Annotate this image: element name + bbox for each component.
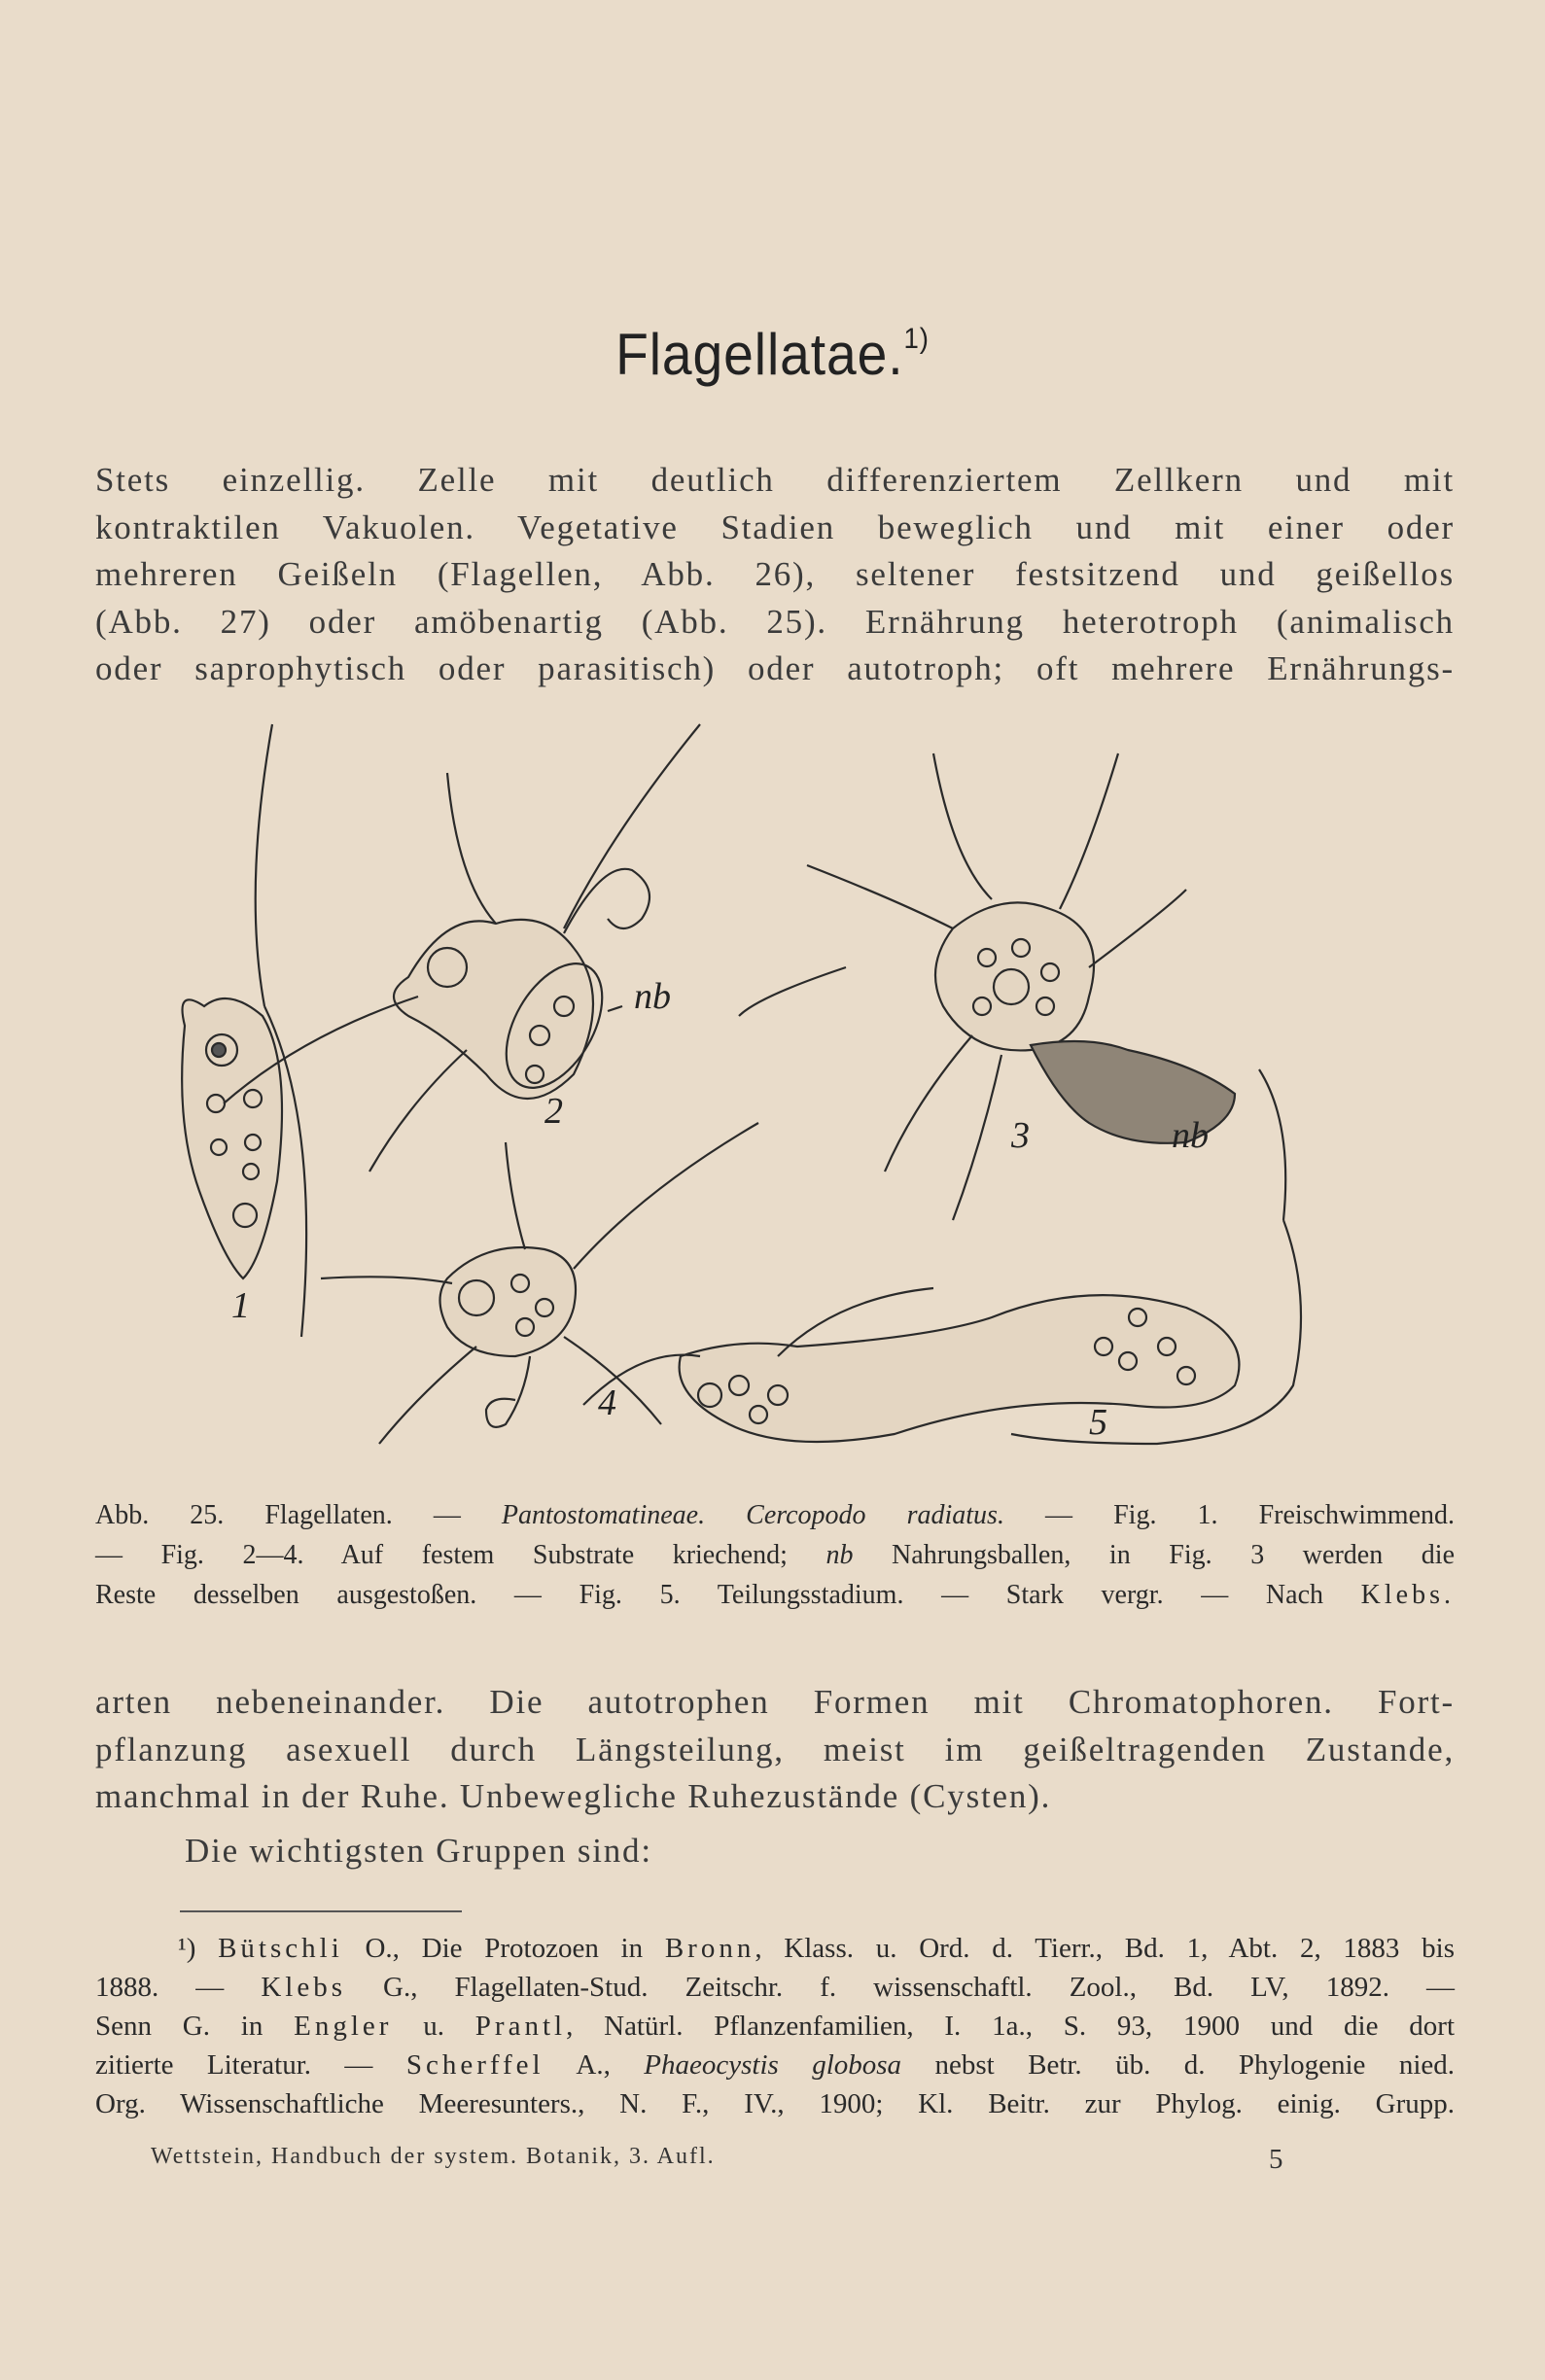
fn-text: , Klass. u. Ord. d. Tierr., Bd. 1, Abt. 2, 1883 bis: [755, 1933, 1455, 1964]
figure-label-1: 1: [231, 1285, 250, 1326]
caption-line: [95, 1575, 1455, 1615]
intro-line: (Abb. 27) oder amöbenartig (Abb. 25). Ernährung heterotroph (animalisch: [95, 602, 1455, 641]
intro-line: mehreren Geißeln (Flagellen, Abb. 26), seltener festsitzend und geißellos: [95, 555, 1455, 593]
intro-line: oder saprophytisch oder parasitisch) oder autotroph; oft mehrere Ernährungs-: [95, 649, 1455, 687]
intro-paragraph: [95, 457, 1455, 693]
intro-line: Stets einzellig. Zelle mit deutlich differenziertem Zellkern und mit: [95, 461, 1455, 499]
fn-author: Prantl: [474, 2011, 567, 2042]
body-line: manchmal in der Ruhe. Unbewegliche Ruhezustände (Cysten).: [95, 1777, 1052, 1815]
fn-author: Scherffel: [405, 2049, 544, 2081]
fn-text: nebst Betr. üb. d. Phylogenie nied.: [901, 2049, 1456, 2081]
fn-author: Bronn: [664, 1933, 755, 1964]
fn-text: O., Die Protozoen in: [342, 1933, 665, 1964]
fn-author: Engler: [294, 2011, 393, 2042]
cell-body-1: [182, 998, 282, 1278]
footnote-line: [95, 2046, 1455, 2084]
figure-label-5: 5: [1089, 1402, 1107, 1443]
page-number: 5: [1269, 2144, 1283, 2175]
fn-text: A.,: [544, 2049, 645, 2081]
footnote-divider: [180, 1910, 462, 1912]
figure-label-nb: nb: [1172, 1115, 1209, 1156]
body-line: pflanzung asexuell durch Längsteilung, meist im geißeltragenden Zustande,: [95, 1730, 1455, 1768]
figure-label-2: 2: [544, 1091, 563, 1132]
figure-label-4: 4: [598, 1382, 616, 1423]
fn-text: Senn G. in: [95, 2011, 295, 2042]
fn-text: zitierte Literatur. —: [95, 2049, 406, 2081]
figure-label-nb: nb: [634, 976, 671, 1017]
footnote: [95, 1929, 1455, 2123]
fn-author: Klebs: [261, 1972, 347, 2003]
footnote-line: [95, 1968, 1455, 2007]
caption-text: — Fig. 1. Freischwimmend.: [1003, 1500, 1456, 1530]
groups-line: Die wichtigsten Gruppen sind:: [185, 1832, 652, 1870]
footnote-line: [95, 2007, 1455, 2046]
fn-text: ¹): [178, 1933, 219, 1964]
figure-caption: [95, 1495, 1455, 1615]
caption-text: Abb. 25. Flagellaten. —: [95, 1500, 502, 1530]
title-footnote-marker: 1): [903, 323, 930, 355]
fn-text: u.: [392, 2011, 475, 2042]
fn-text: , Natürl. Pflanzenfamilien, I. 1a., S. 93, 1900 und die dort: [566, 2011, 1455, 2042]
caption-text: — Fig. 2—4. Auf festem Substrate kriechend;: [95, 1540, 826, 1570]
caption-line: [95, 1535, 1455, 1575]
caption-text: Reste desselben ausgestoßen. — Fig. 5. Teilungsstadium. — Stark vergr. — Nach: [95, 1580, 1361, 1610]
groups-intro: [185, 1828, 1352, 1875]
cell-body-2: [394, 920, 593, 1099]
fn-text: G., Flagellaten-Stud. Zeitschr. f. wissenschaftl. Zool., Bd. LV, 1892. —: [346, 1972, 1455, 2003]
intro-line: kontraktilen Vakuolen. Vegetative Stadien beweglich und mit einer oder: [95, 508, 1455, 546]
continued-paragraph: [95, 1679, 1455, 1821]
cell-body-3: [935, 902, 1094, 1050]
caption-line: [95, 1495, 1455, 1535]
fn-species: Phaeocystis globosa: [644, 2049, 902, 2081]
flagellate-figure: [156, 715, 1390, 1483]
caption-species: Pantostomatineae. Cercopodo radiatus.: [501, 1500, 1004, 1530]
fn-text: 1888. —: [95, 1972, 262, 2003]
cell-body-5: [680, 1295, 1240, 1442]
title-text: Flagellatae.: [615, 322, 904, 387]
flagellate-illustration: [156, 715, 1390, 1483]
caption-text: Nahrungsballen, in Fig. 3 werden die: [853, 1540, 1456, 1570]
page-title: [62, 321, 1484, 388]
figure-label-3: 3: [1011, 1115, 1030, 1156]
fn-author: Bütschli: [218, 1933, 343, 1964]
caption-abbrev: nb: [825, 1540, 854, 1570]
caption-author: Klebs.: [1360, 1580, 1455, 1610]
footnote-line: [95, 1929, 1455, 1968]
running-footer: Wettstein, Handbuch der system. Botanik, 3. Aufl.: [151, 2144, 716, 2169]
flagellum-line: [256, 724, 272, 1006]
footnote-line: Org. Wissenschaftliche Meeresunters., N. F., IV., 1900; Kl. Beitr. zur Phylog. einig. Grupp.: [95, 2088, 1455, 2119]
body-line: arten nebeneinander. Die autotrophen Formen mit Chromatophoren. Fort-: [95, 1683, 1455, 1721]
